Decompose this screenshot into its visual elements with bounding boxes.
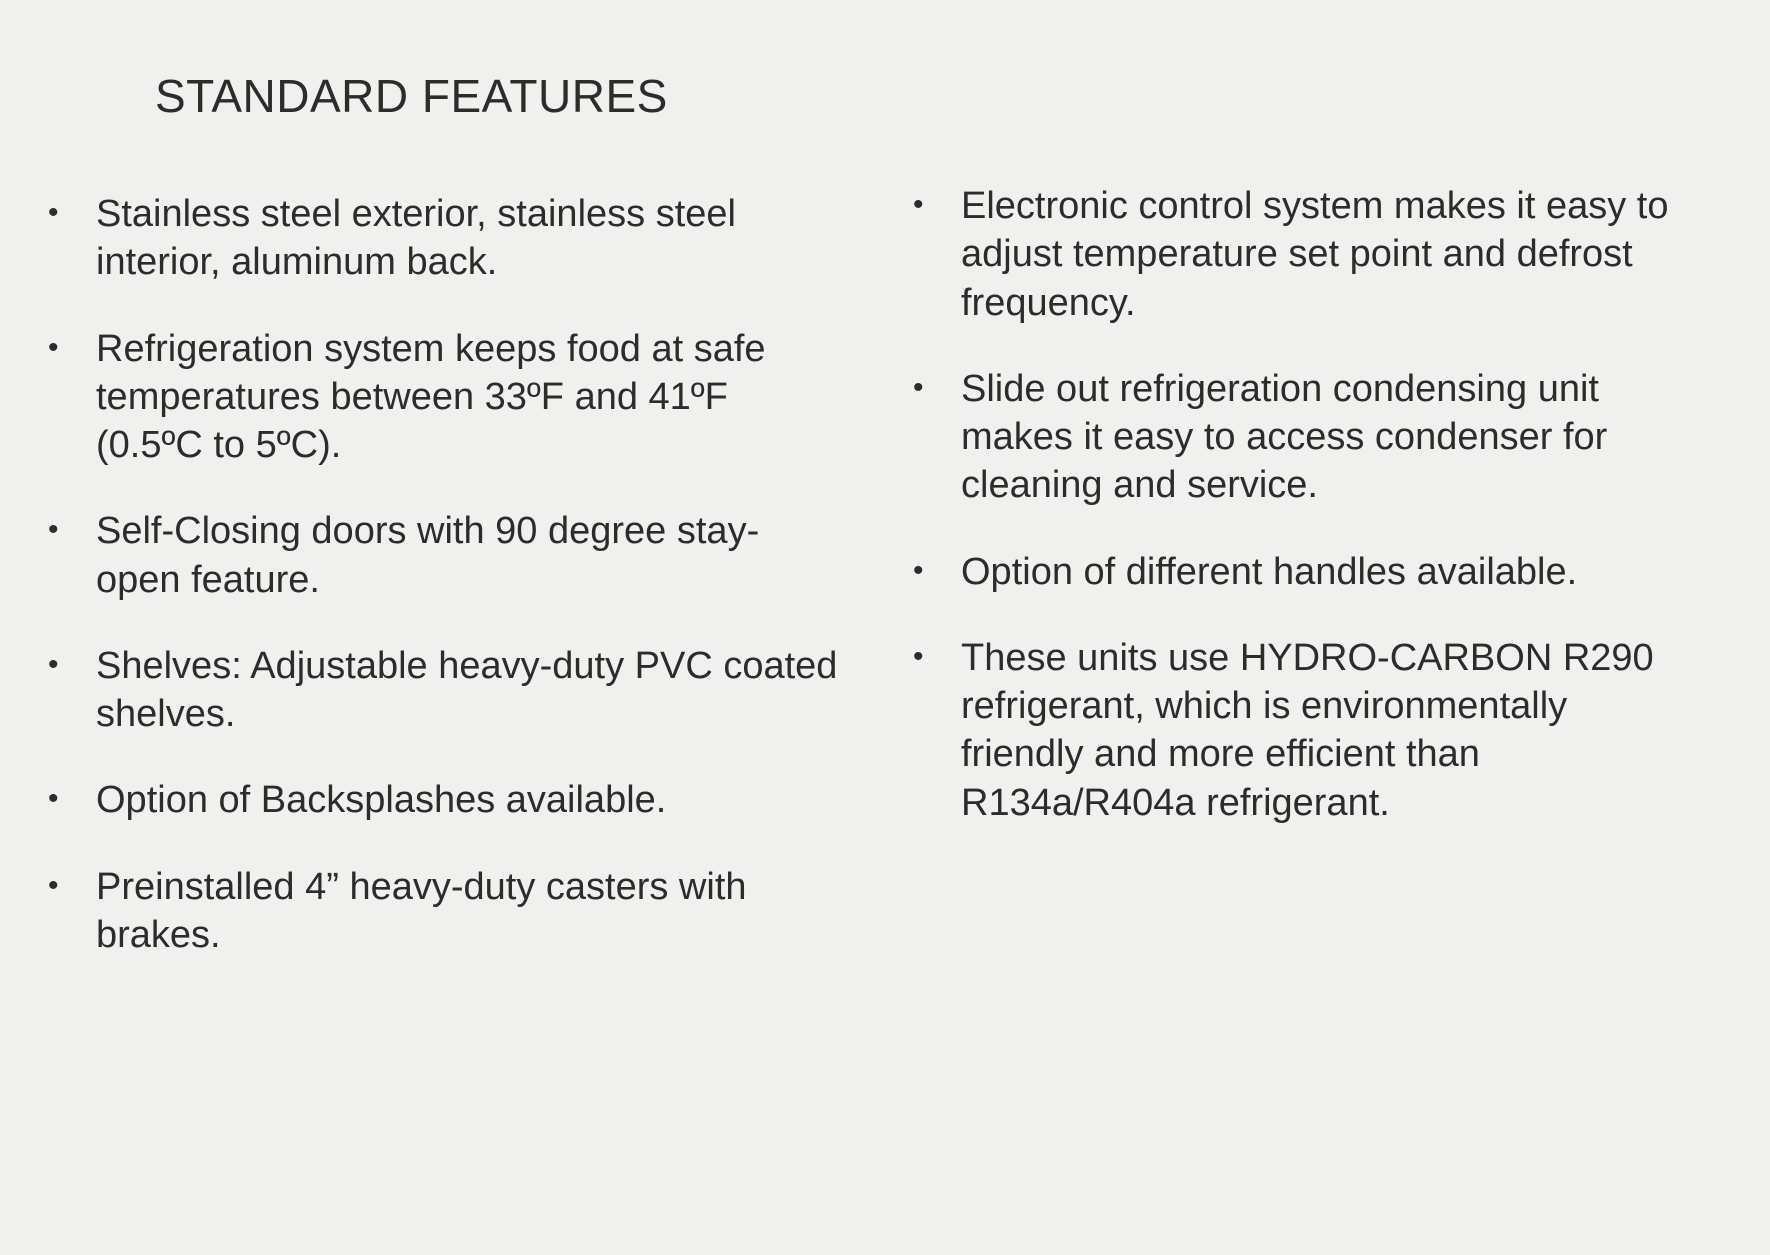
list-item [905, 548, 1685, 596]
left-feature-list [40, 190, 840, 959]
list-item-text: Electronic control system makes it easy to adjust temperature set point and defrost frequency. [961, 185, 1669, 324]
list-item-text: Slide out refrigeration condensing unit makes it easy to access condenser for cleaning and service. [961, 367, 1608, 507]
list-item [40, 642, 840, 739]
list-item [905, 365, 1685, 510]
list-item-text: Shelves: Adjustable heavy-duty PVC coated shelves. [96, 644, 838, 735]
page-title: STANDARD FEATURES [155, 70, 668, 122]
bullet-icon: • [48, 513, 59, 547]
list-item [40, 190, 840, 287]
right-feature-list [905, 182, 1685, 827]
bullet-icon: • [48, 196, 59, 229]
list-item-text: Self-Closing doors with 90 degree stay-open feature. [96, 510, 760, 601]
list-item [905, 634, 1685, 827]
list-item-text: Option of Backsplashes available. [96, 779, 667, 822]
bullet-icon: • [48, 647, 59, 681]
list-item [40, 776, 840, 824]
list-item-text: Preinstalled 4” heavy-duty casters with brakes. [96, 865, 747, 956]
content-columns [0, 185, 1770, 959]
list-item [905, 182, 1685, 327]
bullet-icon: • [913, 370, 924, 404]
bullet-icon: • [48, 782, 59, 816]
list-item [40, 507, 840, 604]
left-column [0, 190, 860, 959]
bullet-icon: • [48, 868, 59, 902]
list-item [40, 325, 840, 470]
list-item-text: Stainless steel exterior, stainless steel interior, aluminum back. [96, 193, 736, 284]
bullet-icon: • [913, 639, 924, 673]
bullet-icon: • [913, 188, 924, 221]
list-item-text: Option of different handles available. [961, 550, 1578, 593]
bullet-icon: • [48, 330, 59, 364]
list-item-text: These units use HYDRO-CARBON R290 refrigerant, which is environmentally friendly and more efficient than R134a/R404a refrigerant. [961, 636, 1654, 824]
list-item [40, 863, 840, 960]
right-column [860, 182, 1720, 827]
bullet-icon: • [913, 553, 924, 587]
list-item-text: Refrigeration system keeps food at safe temperatures between 33ºF and 41ºF (0.5ºC to 5ºC). [96, 327, 766, 466]
